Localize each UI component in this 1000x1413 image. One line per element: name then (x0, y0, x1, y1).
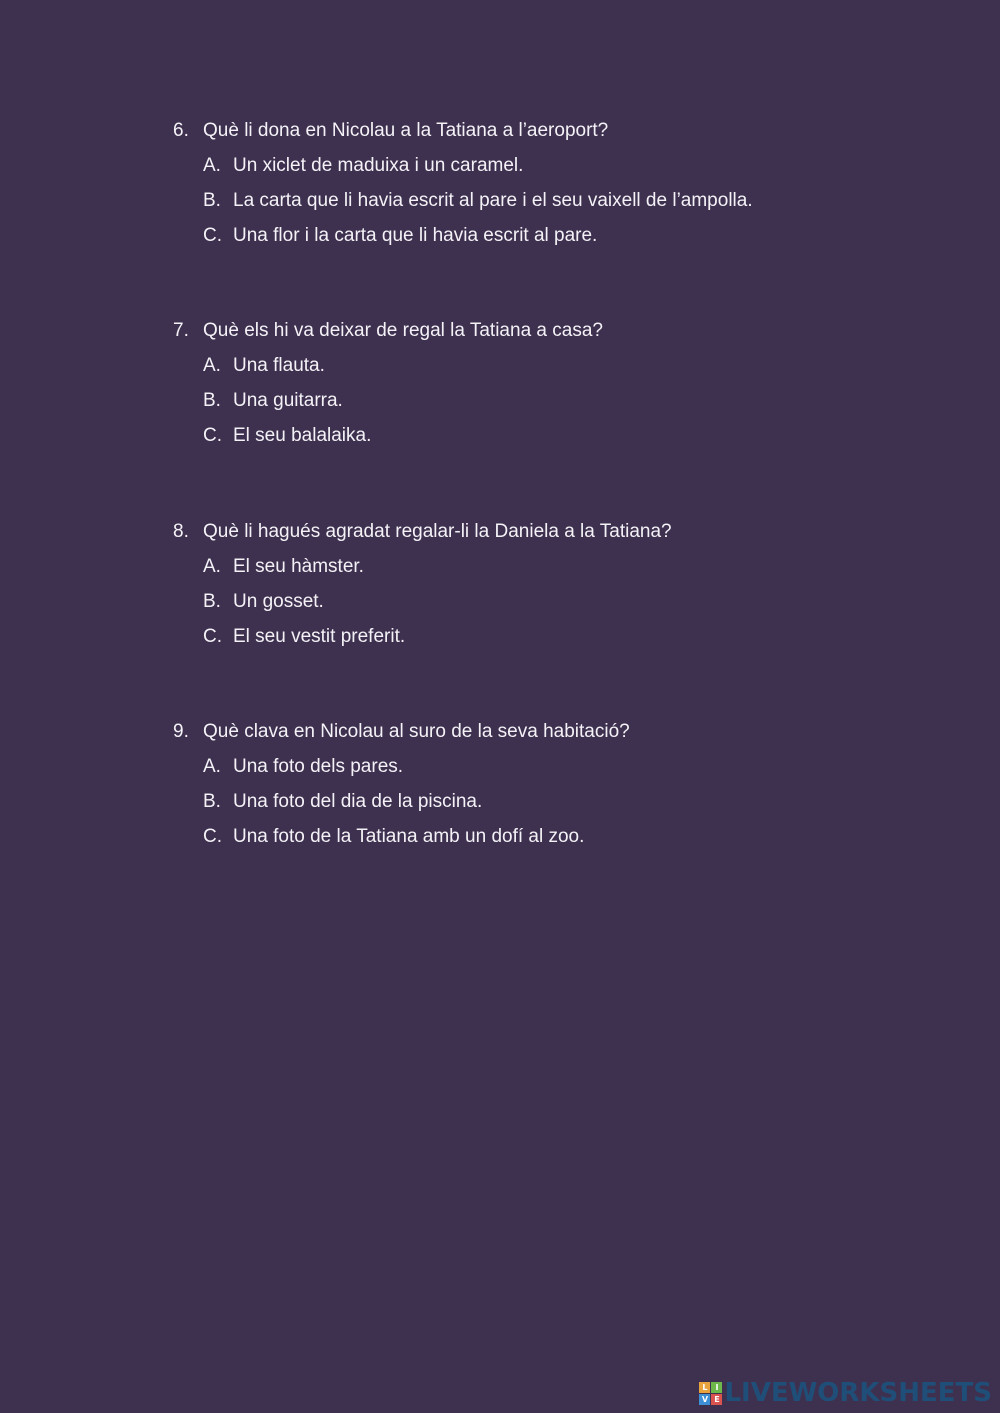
liveworksheets-logo (699, 1379, 992, 1407)
option-letter: A. (203, 556, 221, 577)
option-text: Una flauta. (233, 355, 325, 376)
question-7 (173, 313, 933, 453)
option-letter: A. (203, 355, 221, 376)
option-text: Una flor i la carta que li havia escrit al pare. (233, 225, 598, 246)
question-label: Què els hi va deixar de regal la Tatiana a casa? (203, 320, 603, 341)
question-number: 7. (173, 320, 189, 341)
option-letter: C. (203, 826, 222, 847)
option-letter: B. (203, 591, 221, 612)
logo-mark-tile: I (711, 1382, 722, 1393)
option-letter: B. (203, 390, 221, 411)
option-a[interactable] (173, 749, 933, 784)
option-b[interactable] (173, 584, 933, 619)
option-a[interactable] (173, 148, 933, 183)
option-letter: A. (203, 756, 221, 777)
question-text (173, 113, 933, 148)
option-c[interactable] (173, 619, 933, 654)
option-text: La carta que li havia escrit al pare i el seu vaixell de l’ampolla. (233, 190, 753, 211)
option-a[interactable] (173, 549, 933, 584)
option-text: Una foto de la Tatiana amb un dofí al zoo. (233, 826, 585, 847)
question-9 (173, 714, 933, 854)
question-text (173, 313, 933, 348)
option-text: Una foto dels pares. (233, 756, 404, 777)
question-6 (173, 113, 933, 253)
option-letter: B. (203, 791, 221, 812)
option-text: El seu balalaika. (233, 425, 372, 446)
option-text: Un gosset. (233, 591, 324, 612)
question-label: Què clava en Nicolau al suro de la seva habitació? (203, 721, 630, 742)
option-letter: A. (203, 155, 221, 176)
logo-mark-tile: E (711, 1394, 722, 1405)
option-text: El seu hàmster. (233, 556, 364, 577)
logo-mark-tile: L (699, 1382, 710, 1393)
option-text: Una foto del dia de la piscina. (233, 791, 483, 812)
logo-mark-tile: V (699, 1394, 710, 1405)
option-letter: C. (203, 425, 222, 446)
question-label: Què li dona en Nicolau a la Tatiana a l’aeroport? (203, 120, 609, 141)
option-letter: C. (203, 225, 222, 246)
option-b[interactable] (173, 383, 933, 418)
option-c[interactable] (173, 218, 933, 253)
option-text: El seu vestit preferit. (233, 626, 406, 647)
option-text: Una guitarra. (233, 390, 343, 411)
question-number: 8. (173, 521, 189, 542)
question-8 (173, 514, 933, 654)
logo-text: LIVEWORKSHEETS (724, 1378, 992, 1408)
question-number: 6. (173, 120, 189, 141)
option-c[interactable] (173, 819, 933, 854)
option-b[interactable] (173, 784, 933, 819)
option-text: Un xiclet de maduixa i un caramel. (233, 155, 524, 176)
option-letter: C. (203, 626, 222, 647)
option-letter: B. (203, 190, 221, 211)
question-text (173, 714, 933, 749)
option-c[interactable] (173, 418, 933, 453)
option-a[interactable] (173, 348, 933, 383)
option-b[interactable] (173, 183, 933, 218)
question-number: 9. (173, 721, 189, 742)
logo-mark-icon (699, 1382, 722, 1405)
question-text (173, 514, 933, 549)
question-label: Què li hagués agradat regalar-li la Daniela a la Tatiana? (203, 521, 672, 542)
